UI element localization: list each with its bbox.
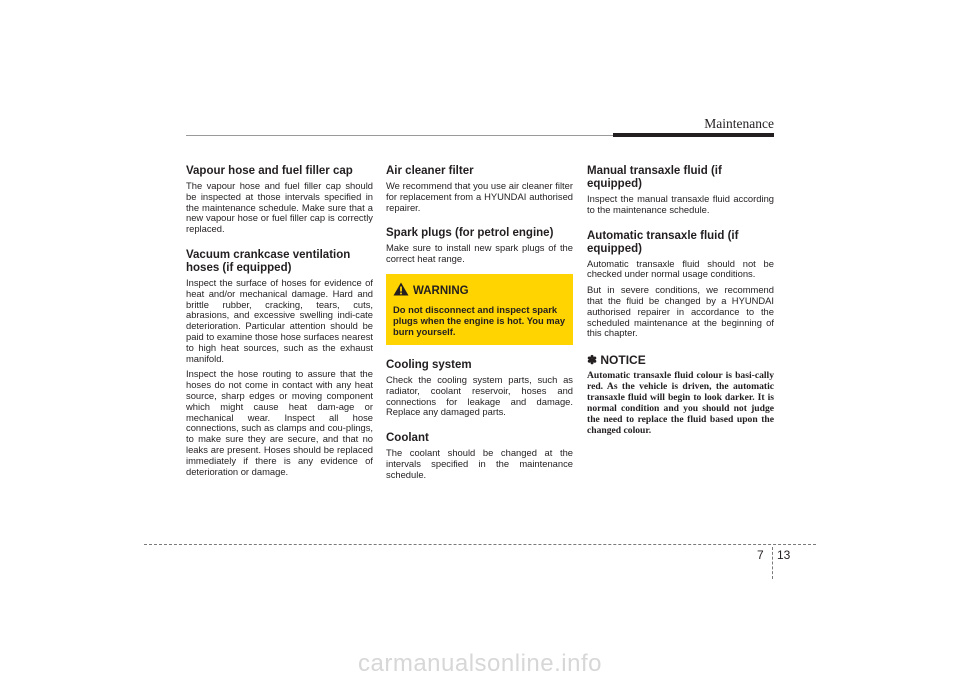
column-right xyxy=(587,165,774,436)
column-middle xyxy=(386,165,573,486)
heading-spark-plugs: Spark plugs (for petrol engine) xyxy=(386,227,554,240)
warning-triangle-icon xyxy=(393,282,409,301)
paragraph-automatic-transaxle-2: But in severe conditions, we recommend that the fluid be changed by a HYUNDAI authorised repairer in accordance to the scheduled maintenance at the beginning of this chapter. xyxy=(587,284,774,339)
heading-air-cleaner: Air cleaner filter xyxy=(386,165,474,177)
page-number: 13 xyxy=(777,548,791,562)
column-left xyxy=(186,165,373,482)
paragraph-automatic-transaxle-1: Automatic transaxle fluid should not be checked under normal usage conditions. xyxy=(587,257,774,280)
paragraph-manual-transaxle: Inspect the manual transaxle fluid according to the maintenance schedule. xyxy=(587,193,774,215)
paragraph-vacuum-hoses-1: Inspect the surface of hoses for evidence of heat and/or mechanical damage. Hard and brittle rubber, cracking, tears, cuts, abrasions, and excessive swelling indi-cate deterioration. Particular attention should be paid to examine those hose surfaces nearest to high heat sources, such as the exhaust manifold. xyxy=(186,276,373,364)
header-rule-accent xyxy=(613,133,774,137)
paragraph-vacuum-hoses-2: Inspect the hose routing to assure that the hoses do not come in contact with any heat source, sharp edges or moving component which might cause heat dam-age or mechanical wear. Inspect all hose connections, such as clamps and cou-plings, to make sure they are secure, and that no leaks are present. Hoses should be replaced immediately if there is any evidence of deterioration or damage. xyxy=(186,368,373,477)
heading-vapour-hose: Vapour hose and fuel filler cap xyxy=(186,165,353,177)
warning-box xyxy=(386,274,573,345)
footer-divider xyxy=(772,547,773,579)
heading-cooling-system: Cooling system xyxy=(386,358,472,371)
heading-manual-transaxle: Manual transaxle fluid (if equipped) xyxy=(587,165,722,190)
heading-vacuum-hoses: Vacuum crankcase ventilation hoses (if equipped) xyxy=(186,248,351,274)
heading-automatic-transaxle: Automatic transaxle fluid (if equipped) xyxy=(587,229,739,255)
heading-coolant: Coolant xyxy=(386,432,429,445)
warning-text: Do not disconnect and inspect spark plugs when the engine is hot. You may burn yourself. xyxy=(393,303,566,337)
paragraph-vapour-hose: The vapour hose and fuel filler cap should be inspected at those intervals specified in the maintenance schedule. Make sure that a new vapour hose or fuel filler cap is correctly replaced. xyxy=(186,180,373,235)
notice-text: Automatic transaxle fluid colour is basi-cally red. As the vehicle is driven, the automatic transaxle fluid will begin to look darker. It is normal condition and you should not judge the need to replace the fluid based upon the changed colour. xyxy=(587,370,774,437)
section-title: Maintenance xyxy=(704,116,774,131)
warning-title: WARNING xyxy=(413,285,469,298)
paragraph-air-cleaner: We recommend that you use air cleaner filter for replacement from a HYUNDAI authorised repairer. xyxy=(386,180,573,213)
watermark: carmanualsonline.info xyxy=(358,650,602,677)
paragraph-spark-plugs: Make sure to install new spark plugs of the correct heat range. xyxy=(386,242,573,265)
paragraph-cooling-system: Check the cooling system parts, such as radiator, coolant reservoir, hoses and connections for leakage and damage. Replace any damaged parts. xyxy=(386,373,573,418)
footer-rule xyxy=(144,544,816,545)
paragraph-coolant: The coolant should be changed at the intervals specified in the maintenance schedule. xyxy=(386,447,573,480)
notice-title: ✽ NOTICE xyxy=(587,353,646,368)
chapter-number: 7 xyxy=(757,548,764,562)
